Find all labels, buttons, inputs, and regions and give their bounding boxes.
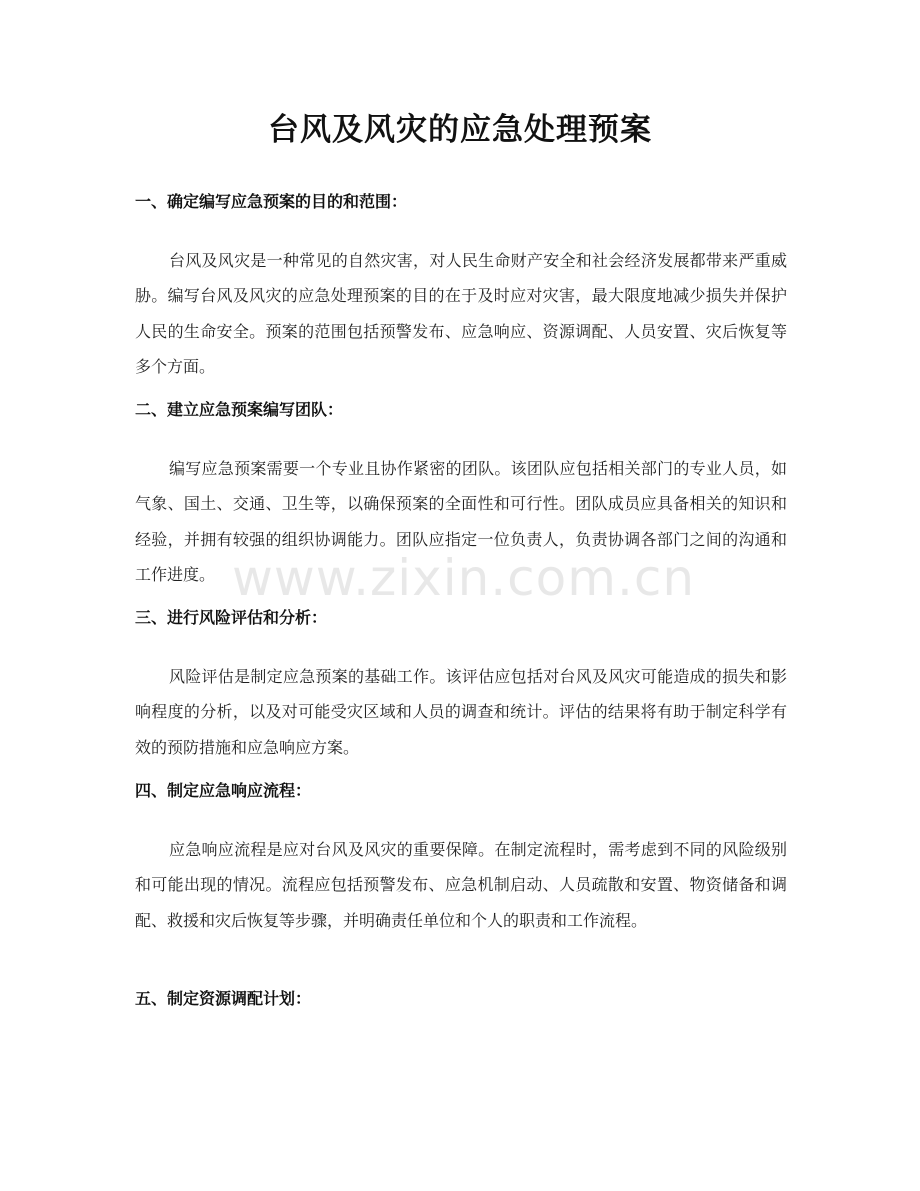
section-paragraph: 台风及风灾是一种常见的自然灾害，对人民生命财产安全和社会经济发展都带来严重威胁。编写台风及风灾的应急处理预案的目的在于及时应对灾害，最大限度地减少损失并保护人民的生命安全。预案的范围包括预警发布、应急响应、资源调配、人员安置、灾后恢复等多个方面。 (135, 251, 787, 376)
section-heading: 一、确定编写应急预案的目的和范围： (135, 192, 408, 211)
document-title: 台风及风灾的应急处理预案 (268, 112, 652, 148)
section-resource-plan (135, 987, 787, 1011)
site-watermark: www.zixin.com.cn (232, 549, 696, 607)
section-paragraph: 应急响应流程是应对台风及风灾的重要保障。在制定流程时，需考虑到不同的风险级别和可能出现的情况。流程应包括预警发布、应急机制启动、人员疏散和安置、物资储备和调配、救援和灾后恢复等步骤，并明确责任单位和个人的职责和工作流程。 (135, 840, 787, 930)
section-paragraph: 编写应急预案需要一个专业且协作紧密的团队。该团队应包括相关部门的专业人员，如气象、国土、交通、卫生等，以确保预案的全面性和可行性。团队成员应具备相关的知识和经验，并拥有较强的组织协调能力。团队应指定一位负责人，负责协调各部门之间的沟通和工作进度。 (135, 459, 787, 584)
section-team (135, 398, 787, 592)
section-risk-assessment (135, 606, 787, 765)
section-heading: 五、制定资源调配计划： (135, 989, 312, 1008)
section-response-flow (135, 779, 787, 938)
section-heading: 四、制定应急响应流程： (135, 781, 312, 800)
section-paragraph: 风险评估是制定应急预案的基础工作。该评估应包括对台风及风灾可能造成的损失和影响程度的分析，以及对可能受灾区域和人员的调查和统计。评估的结果将有助于制定科学有效的预防措施和应急响应方案。 (135, 667, 787, 757)
section-purpose-scope (135, 190, 787, 384)
section-heading: 三、进行风险评估和分析： (135, 608, 328, 627)
section-heading: 二、建立应急预案编写团队： (135, 400, 344, 419)
